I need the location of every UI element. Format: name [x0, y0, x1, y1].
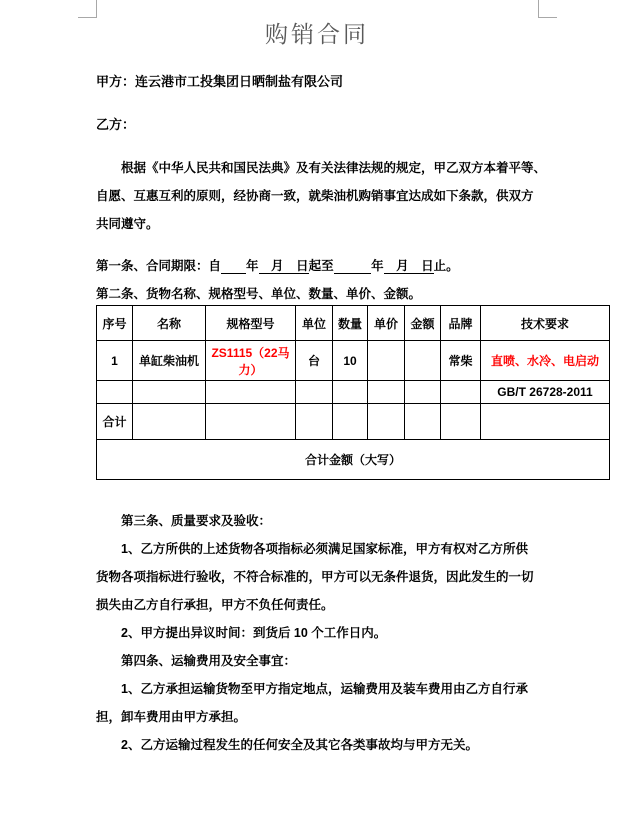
clause-4-item-1: 1、乙方承担运输货物至甲方指定地点，运输费用及装车费用由乙方自行承: [121, 682, 528, 696]
party-a-line: 甲方：连云港市工投集团日晒制盐有限公司: [96, 74, 344, 89]
clause-4-heading: 第四条、运输费用及安全事宜：: [121, 654, 297, 668]
cell-tech: 直喷、水冷、电启动: [481, 341, 610, 381]
table-grand-total-row: [97, 440, 610, 480]
cell-tech: [481, 404, 610, 440]
cell-spec: ZS1115（22马力）: [206, 341, 296, 381]
cell-qty: [333, 381, 368, 404]
clause-3-item-2: 2、甲方提出异议时间：到货后 10 个工作日内。: [121, 626, 387, 640]
clause-4-item-2: 2、乙方运输过程发生的任何安全及其它各类事故均与甲方无关。: [121, 738, 478, 752]
contract-clauses: [96, 507, 556, 759]
cell-unit: 台: [296, 341, 333, 381]
col-header-index: 序号: [97, 306, 133, 341]
col-header-price: 单价: [368, 306, 405, 341]
clause-4-item-1: 担，卸车费用由甲方承担。: [96, 710, 247, 724]
cell-spec: [206, 381, 296, 404]
col-header-amount: 金额: [405, 306, 441, 341]
col-header-brand: 品牌: [441, 306, 481, 341]
clause-1-text: 年: [246, 259, 259, 273]
cell-brand: [441, 381, 481, 404]
table-header-row: [97, 306, 610, 341]
document-title: 购销合同: [265, 22, 369, 47]
cell-price: [368, 404, 405, 440]
clause-3-item-1: 1、乙方所供的上述货物各项指标必须满足国家标准，甲方有权对乙方所供: [121, 542, 528, 556]
intro-paragraph: [96, 154, 556, 238]
cell-total-label: 合计: [97, 404, 133, 440]
cell-tech-standard: GB/T 26728-2011: [481, 381, 610, 404]
cell-name: [133, 381, 206, 404]
cell-spec: [206, 404, 296, 440]
clause-2-goods-heading: 第二条、货物名称、规格型号、单位、数量、单价、金额。: [96, 287, 422, 301]
intro-line: 共同遵守。: [96, 217, 159, 231]
cell-brand: 常柴: [441, 341, 481, 381]
clause-1-text: 年: [371, 259, 384, 273]
clause-1-text: 止。: [433, 259, 459, 273]
cell-qty: [333, 404, 368, 440]
cell-index: [97, 381, 133, 404]
col-header-unit: 单位: [296, 306, 333, 341]
col-header-spec: 规格型号: [206, 306, 296, 341]
grand-total-label: 合计金额（大写）: [97, 440, 610, 480]
col-header-name: 名称: [133, 306, 206, 341]
blank-line: 月 日: [258, 259, 309, 273]
party-b-line: 乙方：: [96, 117, 136, 132]
cell-brand: [441, 404, 481, 440]
table-row: [97, 341, 610, 381]
clause-1-contract-term: [96, 252, 556, 280]
table-total-row: [97, 404, 610, 440]
col-header-tech: 技术要求: [481, 306, 610, 341]
clause-3-item-1: 货物各项指标进行验收，不符合标准的，甲方可以无条件退货，因此发生的一切: [96, 570, 534, 584]
col-header-qty: 数量: [333, 306, 368, 341]
cell-index: 1: [97, 341, 133, 381]
blank-line: 月 日: [383, 259, 434, 273]
blank-line: [221, 259, 246, 274]
cell-name: [133, 404, 206, 440]
intro-line: 根据《中华人民共和国民法典》及有关法律法规的规定，甲乙双方本着平等、: [121, 161, 547, 175]
document-body: [96, 0, 599, 759]
cell-amount: [405, 381, 441, 404]
goods-table: [96, 305, 610, 480]
cell-qty: 10: [333, 341, 368, 381]
table-row: [97, 381, 610, 404]
clause-1-text: 起至: [308, 259, 334, 273]
cell-price: [368, 341, 405, 381]
clause-3-heading: 第三条、质量要求及验收：: [121, 514, 272, 528]
cell-amount: [405, 341, 441, 381]
intro-line: 自愿、互惠互利的原则，经协商一致，就柴油机购销事宜达成如下条款，供双方: [96, 189, 534, 203]
cell-unit: [296, 404, 333, 440]
blank-line: [334, 259, 372, 274]
cell-unit: [296, 381, 333, 404]
cell-price: [368, 381, 405, 404]
cell-amount: [405, 404, 441, 440]
cell-name: 单缸柴油机: [133, 341, 206, 381]
clause-1-text: 第一条、合同期限：自: [96, 259, 222, 273]
clause-3-item-1: 损失由乙方自行承担，甲方不负任何责任。: [96, 598, 334, 612]
